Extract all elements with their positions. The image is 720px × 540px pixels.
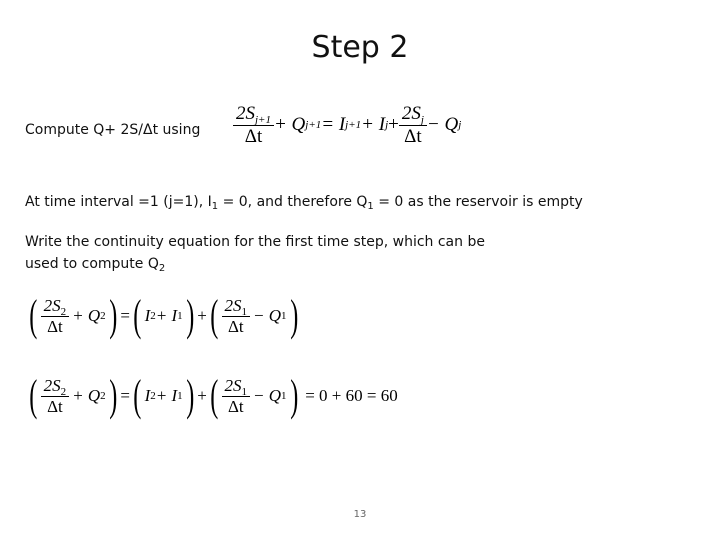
plus-sign: + bbox=[388, 114, 399, 136]
line1-sub-a: 1 bbox=[211, 201, 219, 212]
eq1-lhs-numerator-sub: 2 bbox=[60, 305, 67, 318]
eq1-rhs-numerator: 2S bbox=[224, 295, 242, 315]
lhs-numerator: 2S bbox=[236, 103, 255, 124]
eq2-lhs-numerator-sub: 2 bbox=[60, 385, 67, 398]
eq1-plus-i: + I bbox=[155, 306, 178, 325]
eq2-rhs-denominator: Δt bbox=[227, 396, 244, 416]
compute-label: Compute Q+ 2S/Δt using bbox=[25, 122, 201, 138]
eq2-plus: + bbox=[197, 386, 207, 405]
line-compute-q2 bbox=[25, 256, 165, 272]
eq2-i-a: I bbox=[144, 386, 151, 405]
eq2-lhs-denominator: Δt bbox=[47, 396, 63, 416]
eq2-rhs-numerator: 2S bbox=[224, 375, 242, 395]
continuity-equation-2: ( $\frac{2S_2}{\Delta t}$ + Q 2 ) = ( I 2 + I 1 ) + ( $\frac{2S_1}{\Delta t}$ − Q 1 ) = 0 + 60 = 60 bbox=[29, 371, 398, 420]
eq1-lhs-denominator: Δt bbox=[47, 316, 63, 336]
eq1-rhs-denominator: Δt bbox=[227, 316, 244, 336]
eq2-equals: = bbox=[120, 386, 130, 405]
lhs-plus-q: + Q bbox=[273, 114, 306, 136]
page-number: 13 bbox=[353, 509, 367, 520]
minus-q: − Q bbox=[426, 114, 459, 136]
line1-part-a: At time interval =1 (j=1), I bbox=[25, 194, 212, 210]
rhs-numerator: 2S bbox=[401, 103, 421, 124]
rhs-denominator: Δt bbox=[404, 125, 422, 147]
eq1-rhs-numerator-sub: 1 bbox=[241, 305, 248, 318]
continuity-equation-1: ( $\frac{2S_2}{\Delta t}$ + Q 2 ) = ( I 2 + I 1 ) + ( $\frac{2S_1}{\Delta t}$ − Q 1 ) bbox=[29, 291, 298, 340]
line1-sub-b: 1 bbox=[367, 201, 374, 212]
line3-sub: 2 bbox=[158, 263, 166, 274]
slide-title: Step 2 bbox=[311, 30, 409, 65]
eq1-lhs-numerator: 2S bbox=[43, 295, 61, 315]
eq1-plus: + bbox=[197, 306, 207, 325]
eq2-lhs-numerator: 2S bbox=[43, 375, 61, 395]
rhs-numerator-sub: j bbox=[420, 114, 424, 126]
rhs-fraction bbox=[399, 104, 427, 147]
line1-part-b: = 0, and therefore Q bbox=[218, 194, 368, 210]
line3-text: used to compute Q bbox=[25, 256, 159, 272]
lhs-fraction bbox=[233, 104, 274, 147]
eq2-minus-q: − Q bbox=[253, 386, 282, 405]
eq2-rhs-numerator-sub: 1 bbox=[241, 385, 248, 398]
line1-part-c: = 0 as the reservoir is empty bbox=[373, 194, 583, 210]
line-continuity: Write the continuity equation for the first time step, which can be bbox=[25, 234, 485, 250]
eq1-equals: = bbox=[120, 306, 130, 325]
plus-i: + I bbox=[361, 114, 386, 136]
eq1-minus-q: − Q bbox=[253, 306, 282, 325]
eq1-plus-q: + Q bbox=[72, 306, 101, 325]
eq2-plus-q: + Q bbox=[72, 386, 101, 405]
equals-i: = I bbox=[321, 114, 346, 136]
routing-equation: $\frac{2S_{j+1}}{\Delta t}$ + Q j+1 = I j+1 + I j + $\frac{2S_j}{\Delta t}$ − Q j bbox=[233, 104, 461, 147]
line-time-interval bbox=[25, 194, 583, 210]
eq2-result: = 0 + 60 = 60 bbox=[305, 386, 398, 405]
lhs-numerator-sub: j+1 bbox=[255, 114, 271, 126]
eq1-i-a: I bbox=[144, 306, 151, 325]
lhs-denominator: Δt bbox=[244, 125, 263, 147]
eq2-plus-i: + I bbox=[155, 386, 178, 405]
